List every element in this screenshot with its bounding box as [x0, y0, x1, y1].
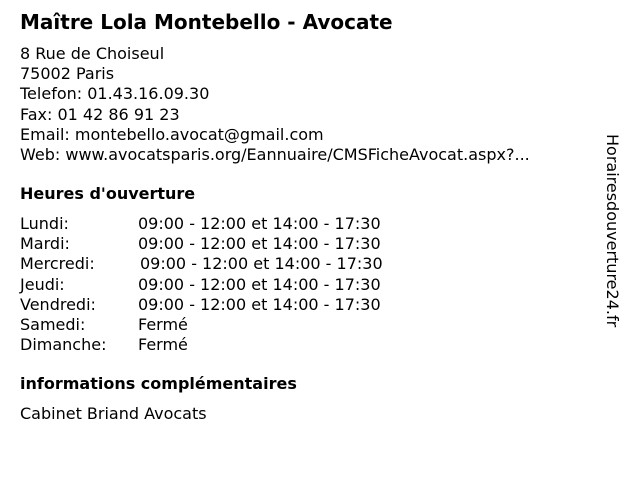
hours-value: Fermé	[138, 335, 188, 355]
hours-value: 09:00 - 12:00 et 14:00 - 17:30	[138, 294, 381, 314]
day-label: Lundi:	[20, 214, 69, 233]
hours-row-sunday	[20, 335, 440, 355]
street-address: 8 Rue de Choiseul	[20, 44, 165, 63]
day-label: Mardi:	[20, 234, 70, 254]
day-label: Samedi:	[20, 314, 86, 334]
contact-block	[20, 44, 530, 165]
day-label: Vendredi:	[20, 294, 96, 314]
day-label: Dimanche:	[20, 335, 107, 355]
day-label: Jeudi:	[20, 274, 65, 294]
hours-row-tuesday	[20, 234, 440, 254]
site-watermark: Horairesdouverture24.fr	[603, 134, 622, 328]
phone-number[interactable]: Telefon: 01.43.16.09.30	[20, 84, 210, 104]
fax-number: Fax: 01 42 86 91 23	[20, 104, 180, 124]
additional-info-heading: informations complémentaires	[20, 374, 297, 393]
hours-value: 09:00 - 12:00 et 14:00 - 17:30	[138, 234, 381, 254]
hours-value: 09:00 - 12:00 et 14:00 - 17:30	[138, 214, 381, 233]
hours-row-thursday	[20, 275, 440, 295]
hours-row-saturday	[20, 315, 440, 335]
additional-info-text: Cabinet Briand Avocats	[20, 404, 207, 423]
hours-value: 09:00 - 12:00 et 14:00 - 17:30	[140, 254, 383, 274]
day-label: Mercredi:	[20, 254, 95, 274]
page-title: Maître Lola Montebello - Avocate	[20, 10, 393, 34]
email-address[interactable]: Email: montebello.avocat@gmail.com	[20, 124, 324, 144]
hours-value: 09:00 - 12:00 et 14:00 - 17:30	[138, 274, 381, 294]
hours-row-friday	[20, 295, 440, 315]
city-postcode: 75002 Paris	[20, 64, 115, 84]
hours-row-wednesday	[20, 254, 440, 274]
opening-hours-heading: Heures d'ouverture	[20, 184, 196, 203]
hours-row-monday	[20, 214, 440, 234]
hours-value: Fermé	[138, 314, 188, 334]
website-link[interactable]: Web: www.avocatsparis.org/Eannuaire/CMSFicheAvocat.aspx?...	[20, 145, 530, 165]
opening-hours-table	[20, 214, 440, 355]
